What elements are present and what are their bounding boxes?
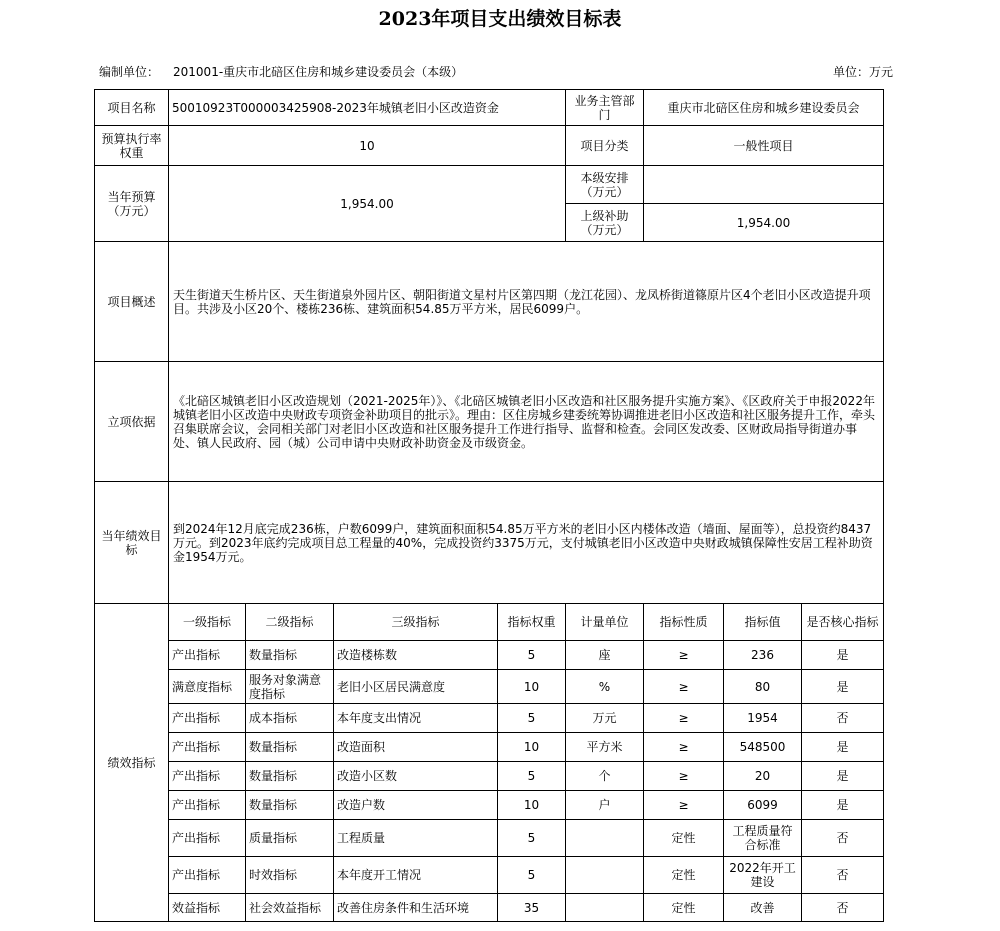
cell-weight: 35: [498, 894, 566, 922]
goal-value: 到2024年12月底完成236栋，户数6099户，建筑面积面积54.85万平方米的老旧小区内楼体改造（墙面、屋面等），总投资约8437万元。到2023年底约完成项目总工程量的40%，完成投资约3375万元，支付城镇老旧小区改造中央财政城镇保障性安居工程补助资金1954万元。: [169, 482, 884, 604]
cell-level2: 数量指标: [246, 641, 334, 670]
cell-level3: 改造户数: [334, 791, 498, 820]
cell-level1: 产出指标: [169, 733, 246, 762]
cell-value: 80: [724, 670, 802, 704]
cell-unit: %: [566, 670, 644, 704]
cell-level2: 成本指标: [246, 704, 334, 733]
table-row: [95, 670, 884, 704]
table-row: [95, 704, 884, 733]
header-value: 指标值: [724, 604, 802, 641]
cell-unit: 座: [566, 641, 644, 670]
cell-level1: 产出指标: [169, 857, 246, 894]
cell-weight: 5: [498, 820, 566, 857]
weight-value: 10: [169, 126, 566, 166]
cell-value: 2022年开工建设: [724, 857, 802, 894]
cell-level3: 工程质量: [334, 820, 498, 857]
budget-label: 当年预算（万元）: [95, 166, 169, 242]
cell-level1: 产出指标: [169, 704, 246, 733]
cell-level3: 改造楼栋数: [334, 641, 498, 670]
header-level1: 一级指标: [169, 604, 246, 641]
cell-unit: [566, 894, 644, 922]
cell-weight: 10: [498, 670, 566, 704]
cell-nature: 定性: [644, 820, 724, 857]
header-level2: 二级指标: [246, 604, 334, 641]
table-row: [95, 733, 884, 762]
cell-value: 20: [724, 762, 802, 791]
table-row: [95, 791, 884, 820]
table-row: [95, 641, 884, 670]
header-core: 是否核心指标: [802, 604, 884, 641]
cell-level3: 改造面积: [334, 733, 498, 762]
local-arrangement-label: 本级安排（万元）: [566, 166, 644, 204]
cell-level2: 数量指标: [246, 733, 334, 762]
cell-level1: 产出指标: [169, 641, 246, 670]
cell-level2: 时效指标: [246, 857, 334, 894]
cell-core: 是: [802, 733, 884, 762]
cell-level3: 本年度支出情况: [334, 704, 498, 733]
table-row: [95, 820, 884, 857]
cell-nature: ≥: [644, 791, 724, 820]
cell-core: 是: [802, 762, 884, 791]
cell-level2: 数量指标: [246, 791, 334, 820]
page-title: 2023年项目支出绩效目标表: [378, 8, 622, 30]
cell-core: 是: [802, 641, 884, 670]
cell-value: 工程质量符合标准: [724, 820, 802, 857]
cell-level3: 改善住房条件和生活环境: [334, 894, 498, 922]
currency-unit: 单位：万元: [833, 65, 894, 79]
goal-label: 当年绩效目标: [95, 482, 169, 604]
cell-level2: 社会效益指标: [246, 894, 334, 922]
cell-value: 548500: [724, 733, 802, 762]
cell-core: 否: [802, 704, 884, 733]
cell-nature: ≥: [644, 762, 724, 791]
cell-level2: 数量指标: [246, 762, 334, 791]
cell-weight: 5: [498, 641, 566, 670]
unit-value: 201001-重庆市北碚区住房和城乡建设委员会（本级）: [173, 65, 464, 79]
unit-label: 编制单位：: [99, 65, 160, 79]
cell-nature: ≥: [644, 733, 724, 762]
compiling-unit: [99, 63, 477, 80]
department-value: 重庆市北碚区住房和城乡建设委员会: [644, 90, 884, 126]
weight-label: 预算执行率权重: [95, 126, 169, 166]
header-unit: 计量单位: [566, 604, 644, 641]
cell-weight: 5: [498, 857, 566, 894]
project-name-label: 项目名称: [95, 90, 169, 126]
cell-value: 1954: [724, 704, 802, 733]
cell-value: 6099: [724, 791, 802, 820]
upper-subsidy-value: 1,954.00: [644, 204, 884, 242]
overview-label: 项目概述: [95, 242, 169, 362]
cell-unit: 平方米: [566, 733, 644, 762]
performance-table: [94, 89, 884, 922]
overview-value: 天生街道天生桥片区、天生街道泉外园片区、朝阳街道文星村片区第四期（龙江花园）、龙凤桥街道篠原片区4个老旧小区改造提升项目。共涉及小区20个、楼栋236栋、建筑面积54.85万平方米，居民6099户。: [169, 242, 884, 362]
cell-level1: 效益指标: [169, 894, 246, 922]
indicators-label: 绩效指标: [95, 604, 169, 922]
cell-level2: 质量指标: [246, 820, 334, 857]
budget-value: 1,954.00: [169, 166, 566, 242]
table-row: [95, 857, 884, 894]
cell-level1: 满意度指标: [169, 670, 246, 704]
header-weight: 指标权重: [498, 604, 566, 641]
cell-level3: 本年度开工情况: [334, 857, 498, 894]
cell-unit: [566, 857, 644, 894]
cell-level1: 产出指标: [169, 791, 246, 820]
cell-core: 否: [802, 857, 884, 894]
cell-nature: 定性: [644, 894, 724, 922]
project-name-value: 50010923T000003425908-2023年城镇老旧小区改造资金: [169, 90, 566, 126]
header-level3: 三级指标: [334, 604, 498, 641]
cell-level1: 产出指标: [169, 820, 246, 857]
cell-weight: 10: [498, 791, 566, 820]
cell-value: 236: [724, 641, 802, 670]
header-nature: 指标性质: [644, 604, 724, 641]
cell-nature: ≥: [644, 670, 724, 704]
cell-core: 是: [802, 791, 884, 820]
cell-nature: ≥: [644, 704, 724, 733]
table-row: [95, 894, 884, 922]
category-label: 项目分类: [566, 126, 644, 166]
cell-unit: 个: [566, 762, 644, 791]
department-label: 业务主管部门: [566, 90, 644, 126]
cell-nature: 定性: [644, 857, 724, 894]
cell-level3: 老旧小区居民满意度: [334, 670, 498, 704]
cell-unit: [566, 820, 644, 857]
cell-weight: 5: [498, 762, 566, 791]
cell-nature: ≥: [644, 641, 724, 670]
table-row: [95, 762, 884, 791]
cell-core: 是: [802, 670, 884, 704]
category-value: 一般性项目: [644, 126, 884, 166]
cell-core: 否: [802, 820, 884, 857]
cell-weight: 5: [498, 704, 566, 733]
cell-unit: 户: [566, 791, 644, 820]
cell-value: 改善: [724, 894, 802, 922]
upper-subsidy-label: 上级补助（万元）: [566, 204, 644, 242]
cell-level1: 产出指标: [169, 762, 246, 791]
cell-core: 否: [802, 894, 884, 922]
cell-level2: 服务对象满意度指标: [246, 670, 334, 704]
cell-unit: 万元: [566, 704, 644, 733]
basis-value: 《北碚区城镇老旧小区改造规划（2021-2025年）》、《北碚区城镇老旧小区改造和社区服务提升实施方案》、《区政府关于申报2022年城镇老旧小区改造中央财政专项资金补助项目的批示》。理由：区住房城乡建委统筹协调推进老旧小区改造和社区服务提升工作，牵头召集联席会议，会同相关部门对老旧小区改造和社区服务提升工作进行指导、监督和检查。会同区发改委、区财政局指导街道办事处、镇人民政府、园（城）公司申请中央财政补助资金及市级资金。: [169, 362, 884, 482]
basis-label: 立项依据: [95, 362, 169, 482]
cell-weight: 10: [498, 733, 566, 762]
local-arrangement-value: [644, 166, 884, 204]
cell-level3: 改造小区数: [334, 762, 498, 791]
